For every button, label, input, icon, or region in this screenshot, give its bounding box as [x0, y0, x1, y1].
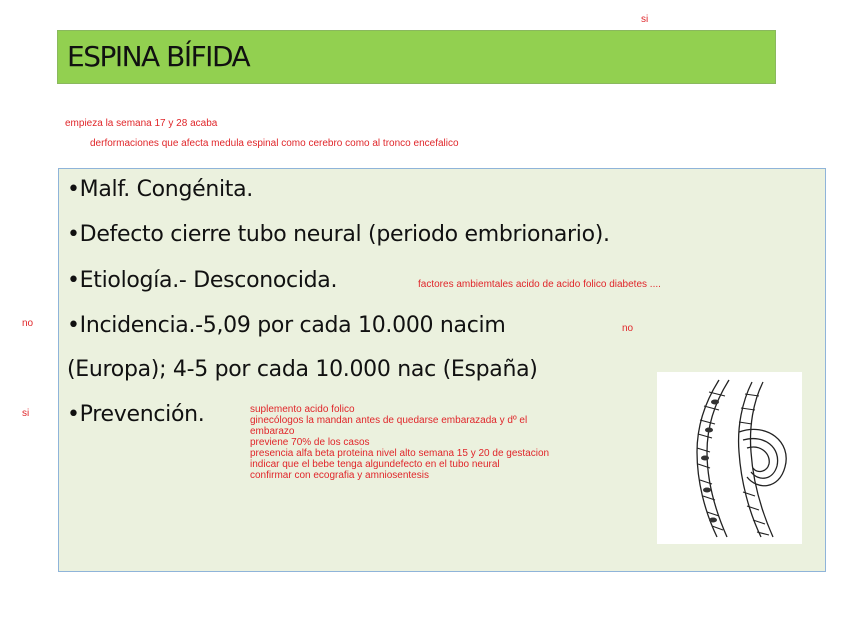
bullet-etiology: •Etiología.- Desconocida.	[67, 268, 338, 293]
bullet-malformation: •Malf. Congénita.	[67, 177, 254, 202]
prevention-note: previene 70% de los casos	[250, 437, 370, 448]
etiology-note: factores ambiemtales acido de acido folico diabetes ....	[418, 279, 661, 290]
note-line-1: empieza la semana 17 y 28 acaba	[65, 118, 218, 129]
note-line-2: derformaciones que afecta medula espinal como cerebro como al tronco encefalico	[90, 138, 459, 149]
prevention-note: confirmar con ecografia y amniosentesis	[250, 470, 429, 481]
title-bar	[57, 30, 776, 84]
incidence-continued: (Europa); 4-5 por cada 10.000 nac (España)	[67, 357, 538, 382]
side-note-si: si	[22, 408, 30, 419]
content-box	[58, 168, 826, 572]
top-note: si	[641, 14, 649, 25]
spine-diagram-image	[657, 372, 802, 544]
prevention-note: indicar que el bebe tenga algundefecto en el tubo neural	[250, 459, 500, 470]
side-note-no: no	[22, 318, 34, 329]
spine-illustration	[657, 372, 802, 544]
prevention-note: ginecólogos la mandan antes de quedarse embarazada y dº el	[250, 415, 528, 426]
bullet-prevention: •Prevención.	[67, 402, 205, 427]
prevention-notes	[250, 404, 549, 481]
prevention-note: embarazo	[250, 426, 295, 437]
prevention-note: presencia alfa beta proteina nivel alto semana 15 y 20 de gestacion	[250, 448, 550, 459]
slide-title: ESPINA BÍFIDA	[67, 40, 250, 73]
bullet-incidence: •Incidencia.-5,09 por cada 10.000 nacim	[67, 313, 506, 338]
incidence-note: no	[622, 323, 634, 334]
bullet-defect: •Defecto cierre tubo neural (periodo embrionario).	[67, 222, 610, 247]
prevention-note: suplemento acido folico	[250, 404, 355, 415]
